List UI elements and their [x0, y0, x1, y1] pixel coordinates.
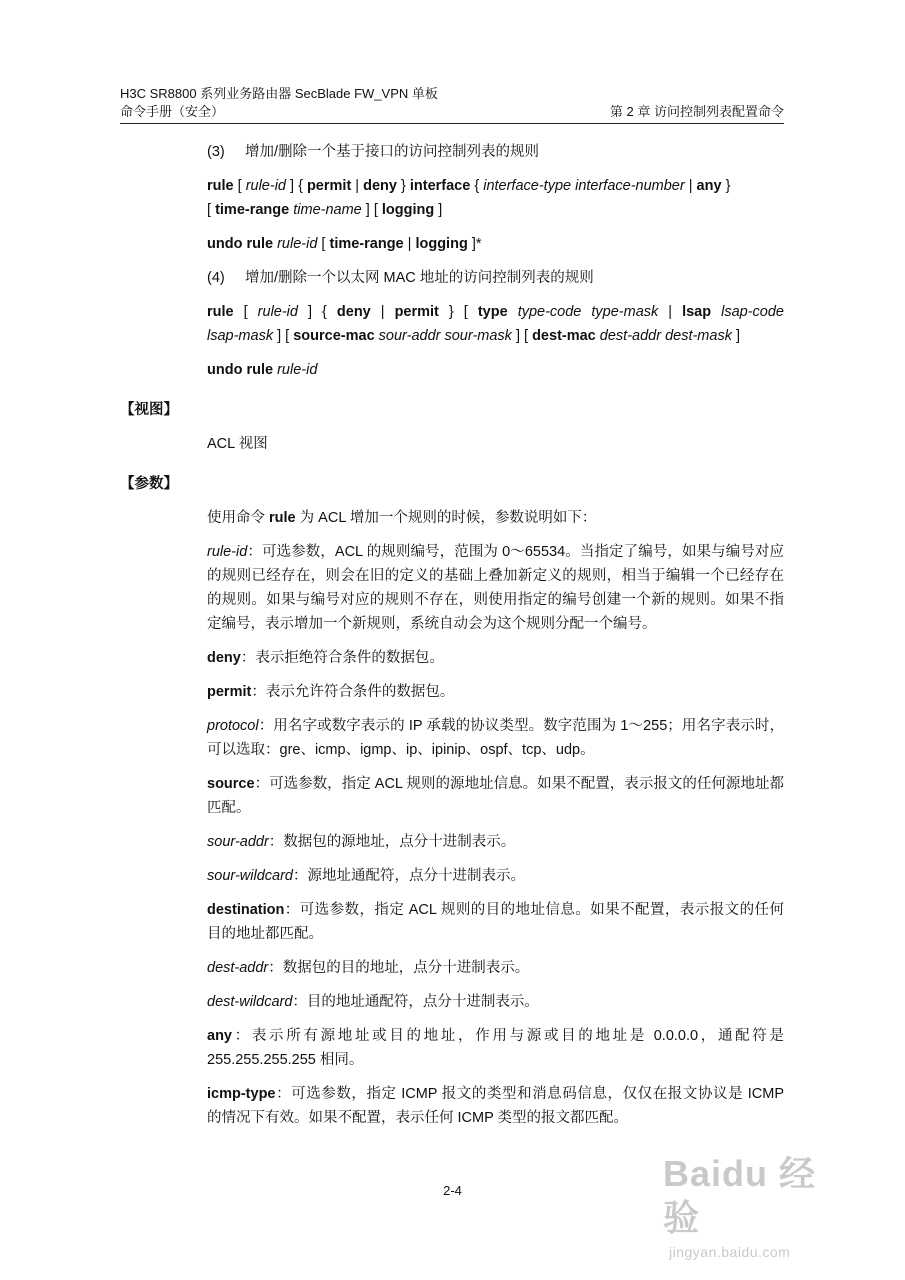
argument: interface-type interface-number	[483, 178, 685, 194]
param-term: deny	[207, 650, 241, 666]
syntax-text	[508, 304, 518, 320]
watermark	[663, 1152, 823, 1260]
item-3-text: 增加/删除一个基于接口的访问控制列表的规则	[245, 144, 540, 160]
argument: rule-id	[277, 236, 318, 252]
param-term: dest-wildcard	[207, 994, 293, 1010]
keyword: time-range	[329, 236, 404, 252]
argument: rule-id	[245, 178, 286, 194]
keyword: rule	[269, 510, 296, 526]
keyword: time-range	[215, 202, 290, 218]
item-4-heading	[207, 266, 784, 290]
param-description: ：可选参数，ACL 的规则编号，范围为 0～65534。当指定了编号，如果与编号对应的规则已经存在，则会在旧的定义的基础上叠加新定义的规则，相当于编辑一个已经存在的规则。如果与编号对应的规则不存在，则使用指定的编号创建一个新的规则。如果不指定编号，表示增加一个新规则，系统自动会为这个规则分配一个编号。	[207, 544, 784, 632]
param-description: ：表示所有源地址或目的地址，作用与源或目的地址是 0.0.0.0，通配符是 255.255.255.255 相同。	[207, 1028, 784, 1068]
keyword: undo rule	[207, 236, 274, 252]
watermark-url: jingyan.baidu.com	[669, 1244, 791, 1260]
keyword: source-mac	[293, 328, 375, 344]
syntax-text: |	[351, 178, 364, 194]
cmd3-syntax-line2	[207, 198, 784, 222]
cmd3-syntax-line1	[207, 174, 784, 198]
cmd4-undo-syntax	[207, 358, 784, 382]
param-term: dest-addr	[207, 960, 269, 976]
param-item	[207, 830, 784, 854]
param-term: destination	[207, 902, 285, 918]
item-4-number: (4)	[207, 270, 225, 286]
item-3-heading	[207, 140, 784, 164]
param-list	[120, 540, 784, 1130]
param-term: rule-id	[207, 544, 248, 560]
syntax-text: 为 ACL 增加一个规则的时候，参数说明如下：	[295, 510, 597, 526]
keyword: logging	[415, 236, 468, 252]
argument: rule-id	[277, 362, 318, 378]
view-text: ACL 视图	[207, 436, 268, 452]
argument: lsap-mask	[207, 328, 274, 344]
param-item	[207, 714, 784, 762]
param-item	[207, 646, 784, 670]
syntax-text: } [	[438, 304, 478, 320]
argument: time-name	[293, 202, 362, 218]
syntax-text: ] [	[273, 328, 294, 344]
argument: dest-addr dest-mask	[599, 328, 732, 344]
header-title: H3C SR8800 系列业务路由器 SecBlade FW_VPN 单板	[120, 86, 438, 101]
page-number: 2-4	[443, 1183, 462, 1198]
cmd3-undo-syntax	[207, 232, 784, 256]
document-body	[120, 140, 784, 1130]
param-description: ：可选参数，指定 ACL 规则的目的地址信息。如果不配置，表示报文的任何目的地址都匹配。	[207, 902, 784, 942]
header-subline	[120, 104, 784, 120]
keyword: undo rule	[207, 362, 274, 378]
param-item	[207, 898, 784, 946]
syntax-text: {	[470, 178, 484, 194]
syntax-text: [	[207, 202, 216, 218]
param-term: source	[207, 776, 255, 792]
keyword: interface	[409, 178, 471, 194]
view-section-title: 【视图】	[120, 402, 178, 418]
param-item	[207, 1082, 784, 1130]
item-4-text: 增加/删除一个以太网 MAC 地址的访问控制列表的规则	[245, 270, 594, 286]
syntax-text: ] [	[511, 328, 533, 344]
keyword: type	[477, 304, 508, 320]
syntax-text: ] {	[297, 304, 337, 320]
syntax-text: ] [	[361, 202, 382, 218]
syntax-text: [	[317, 236, 330, 252]
keyword: deny	[363, 178, 397, 194]
params-section-title: 【参数】	[120, 476, 178, 492]
keyword: rule	[207, 304, 234, 320]
header-manual-name: 命令手册（安全）	[120, 104, 225, 119]
argument: sour-addr sour-mask	[378, 328, 512, 344]
syntax-text: |	[370, 304, 395, 320]
param-item	[207, 990, 784, 1014]
params-intro	[207, 506, 784, 530]
param-description: ：用名字或数字表示的 IP 承载的协议类型。数字范围为 1～255；用名字表示时，可以选取：gre、icmp、igmp、ip、ipinip、ospf、tcp、udp。	[207, 718, 784, 758]
item-3-number: (3)	[207, 144, 225, 160]
syntax-text: |	[658, 304, 683, 320]
keyword: deny	[336, 304, 371, 320]
param-term: sour-addr	[207, 834, 269, 850]
param-description: ：目的地址通配符，点分十进制表示。	[292, 994, 539, 1010]
keyword: lsap	[682, 304, 712, 320]
header-chapter-name: 第 2 章 访问控制列表配置命令	[609, 104, 784, 119]
syntax-text: ]	[731, 328, 741, 344]
watermark-logo: Baidu 经验	[663, 1153, 817, 1238]
param-term: icmp-type	[207, 1086, 276, 1102]
syntax-text: [	[233, 178, 246, 194]
syntax-text: ]	[434, 202, 443, 218]
syntax-text: |	[403, 236, 416, 252]
header-divider	[120, 123, 784, 124]
param-term: any	[207, 1028, 232, 1044]
keyword: any	[696, 178, 722, 194]
param-item	[207, 864, 784, 888]
keyword: rule	[207, 178, 234, 194]
param-description: ：数据包的目的地址，点分十进制表示。	[268, 960, 530, 976]
param-term: permit	[207, 684, 252, 700]
param-item	[207, 956, 784, 980]
syntax-text: [	[233, 304, 258, 320]
keyword: permit	[306, 178, 352, 194]
syntax-text: |	[684, 178, 697, 194]
keyword: logging	[381, 202, 435, 218]
syntax-text: }	[396, 178, 410, 194]
syntax-text: 使用命令	[207, 510, 270, 526]
param-item	[207, 680, 784, 704]
syntax-text: ]*	[467, 236, 482, 252]
keyword: permit	[394, 304, 439, 320]
param-term: protocol	[207, 718, 259, 734]
param-item	[207, 1024, 784, 1072]
param-item	[207, 772, 784, 820]
argument: lsap-code	[721, 304, 784, 320]
param-description: ：源地址通配符，点分十进制表示。	[292, 868, 525, 884]
cmd4-syntax-line1	[207, 300, 784, 324]
argument: rule-id	[257, 304, 298, 320]
param-description: ：可选参数，指定 ICMP 报文的类型和消息码信息，仅仅在报文协议是 ICMP 的情况下有效。如果不配置，表示任何 ICMP 类型的报文都匹配。	[207, 1086, 784, 1126]
param-description: ：表示拒绝符合条件的数据包。	[240, 650, 444, 666]
cmd4-syntax-line2	[207, 324, 784, 348]
syntax-text: }	[721, 178, 731, 194]
param-item	[207, 540, 784, 636]
syntax-text: ] {	[285, 178, 307, 194]
param-description: ：数据包的源地址，点分十进制表示。	[268, 834, 516, 850]
param-description: ：可选参数，指定 ACL 规则的源地址信息。如果不配置，表示报文的任何源地址都匹配。	[207, 776, 784, 816]
argument: type-code type-mask	[517, 304, 659, 320]
param-term: sour-wildcard	[207, 868, 293, 884]
keyword: dest-mac	[532, 328, 596, 344]
syntax-text	[711, 304, 721, 320]
param-description: ：表示允许符合条件的数据包。	[251, 684, 455, 700]
